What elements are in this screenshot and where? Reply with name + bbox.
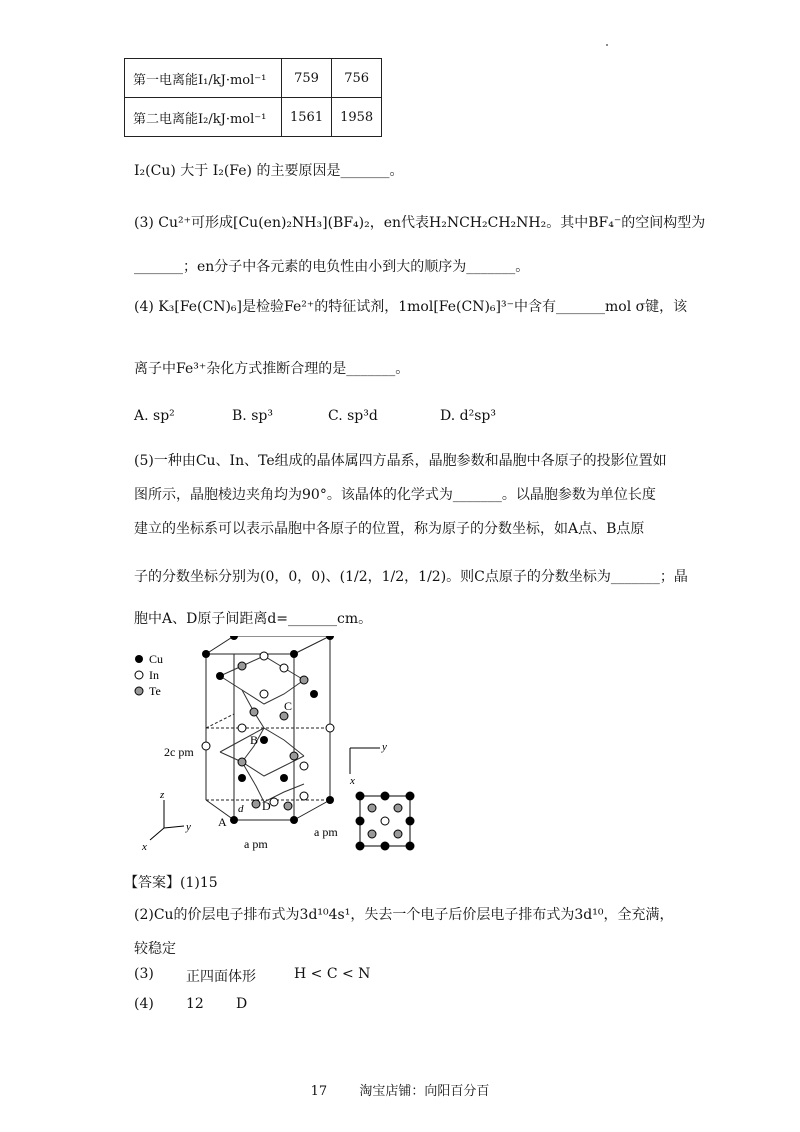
question-3-line1: (3) Cu²⁺可形成[Cu(en)₂NH₃](BF₄)₂，en代表H₂NCH₂CH₂NH₂。其中BF₄⁻的空间构型为 [134,215,706,231]
answer-3-num: (3) [134,966,154,982]
question-5-line1: (5)一种由Cu、In、Te组成的晶体属四方晶系，晶胞参数和晶胞中各原子的投影位置如 [134,453,667,469]
crystal-figure [124,636,454,856]
projection-axes [350,748,380,774]
option-c: C. sp³d [328,408,378,424]
table-cell-value: 756 [332,59,382,98]
axis-triad [150,800,184,840]
question-4-line2: 离子中Fe³⁺杂化方式推断合理的是_______。 [134,361,410,377]
bond-lines [220,656,304,802]
label-d-distance: d [238,803,244,815]
answer-3-shape: 正四面体形 [186,969,256,985]
question-3-line2: _______；en分子中各元素的电负性由小到大的顺序为_______。 [134,259,530,275]
option-b: B. sp³ [232,408,273,424]
axis-x: x [142,841,147,853]
table-cell-value: 1561 [282,98,332,137]
answer-4-count: 12 [186,996,204,1012]
question-4-line1: (4) K₃[Fe(CN)₆]是检验Fe²⁺的特征试剂，1mol[Fe(CN)₆]³⁻中含有_______mol σ键，该 [134,299,688,315]
shop-name: 淘宝店铺：向阳百分百 [359,1084,490,1099]
answer-3-order: H < C < N [294,966,371,982]
answer-2-line2: 较稳定 [134,941,176,957]
question-i2: I₂(Cu) 大于 I₂(Fe) 的主要原因是_______。 [134,163,404,179]
table-cell-label: 第一电离能I₁/kJ·mol⁻¹ [125,59,282,98]
answer-4-num: (4) [134,996,154,1012]
legend-cu: Cu [149,652,164,666]
label-a: A [218,815,227,829]
legend-te: Te [149,684,161,698]
label-a-side: a pm [314,825,338,839]
legend-in: In [149,668,159,682]
answer-1: 【答案】(1)15 [124,875,218,891]
table-cell-value: 1958 [332,98,382,137]
cell-frame [206,636,330,820]
table-row [125,59,382,98]
question-5-line2: 图所示，晶胞棱边夹角均为90°。该晶体的化学式为_______。以晶胞参数为单位长度 [134,487,656,503]
page-number: 17 [310,1084,328,1099]
table-cell-label: 第二电离能I₂/kJ·mol⁻¹ [125,98,282,137]
axis-z: z [160,789,165,801]
question-5-line5: 胞中A、D原子间距离d=_______cm。 [134,611,373,627]
label-a-bottom: a pm [244,837,268,851]
answer-2-line1: (2)Cu的价层电子排布式为3d¹⁰4s¹，失去一个电子后价层电子排布式为3d¹⁰，全充满， [134,907,674,923]
label-d: D [262,799,271,813]
answer-4-option: D [236,996,248,1012]
legend-in-marker [135,671,143,679]
axis-y: y [186,821,191,833]
label-2c-pm: 2c pm [164,745,194,759]
table-cell-value: 759 [282,59,332,98]
label-c: C [284,699,293,713]
corner-dot [606,44,608,46]
projection-axis-y: y [382,741,387,753]
page-footer [0,1080,800,1099]
label-b: B [250,733,259,747]
question-5-line4: 子的分数坐标分别为(0，0，0)、(1/2，1/2，1/2)。则C点原子的分数坐标为_______；晶 [134,569,688,585]
legend-te-marker [135,687,143,695]
legend-cu-marker [135,655,143,663]
question-5-line3: 建立的坐标系可以表示晶胞中各原子的位置，称为原子的分数坐标，如A点、B点原 [134,521,645,537]
projection-in [381,817,389,825]
table-row [125,98,382,137]
option-a: A. sp² [134,408,175,424]
ionization-table [124,58,382,137]
option-d: D. d²sp³ [440,408,496,424]
projection-axis-x: x [350,775,355,787]
